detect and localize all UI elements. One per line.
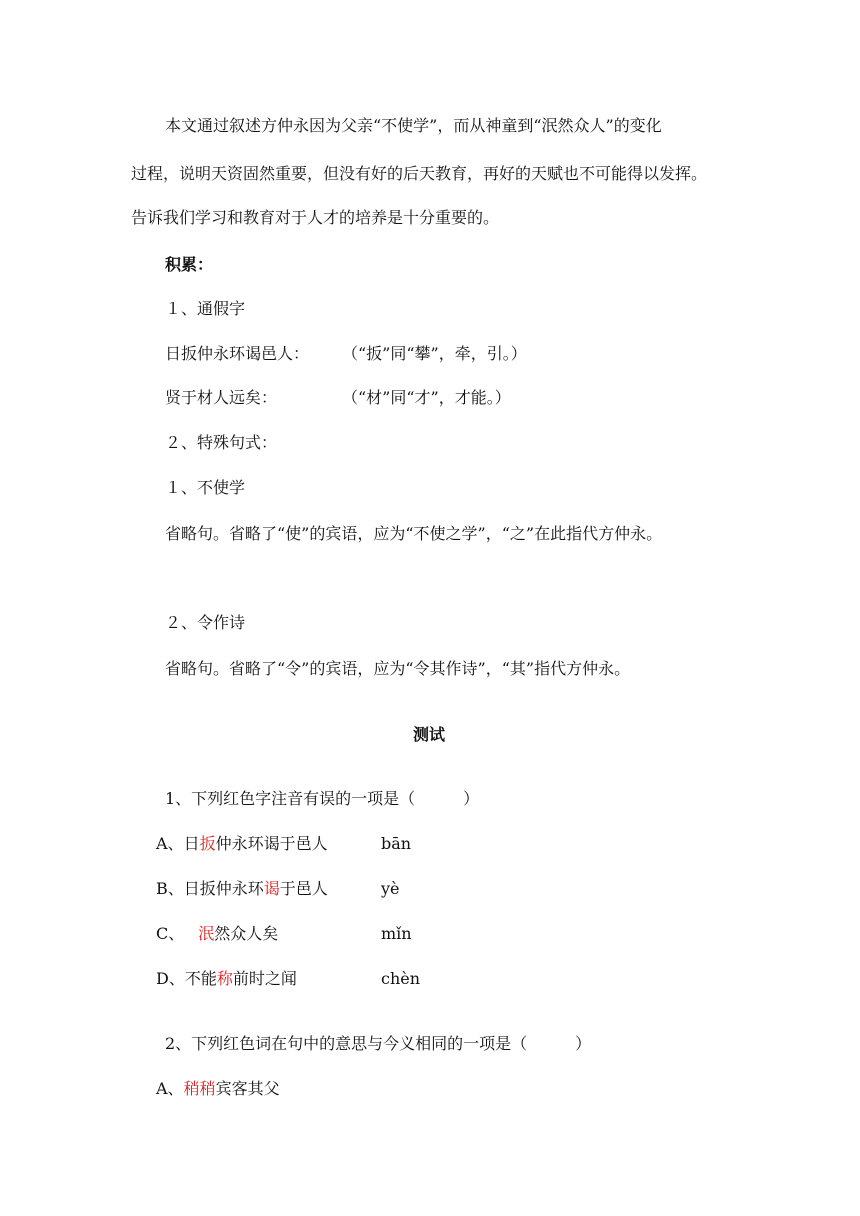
special-item-2-title: ２、令作诗	[165, 613, 246, 632]
special-item-1-title: １、不使学	[165, 478, 246, 497]
highlighted-char: 称	[216, 969, 233, 988]
q1-option-c	[156, 922, 278, 946]
highlighted-char: 泯	[198, 924, 215, 943]
q1-option-a-pinyin: bān	[381, 834, 412, 853]
summary-line-2: 过程，说明天资固然重要，但没有好的后天教育，再好的天赋也不可能得以发挥。	[131, 164, 708, 183]
q1-option-b	[156, 877, 328, 901]
tongjia-sentence-2: 贤于材人远矣：	[165, 388, 278, 407]
summary-line-1: 本文通过叙述方仲永因为父亲“不使学”，而从神童到“泯然众人”的变化	[165, 116, 662, 135]
q1-option-d-pinyin: chèn	[381, 969, 421, 988]
option-text: 然众人矣	[214, 924, 279, 943]
tongjia-sentence-1: 日扳仲永环谒邑人：	[165, 344, 310, 363]
highlighted-char: 扳	[199, 834, 216, 853]
option-label: A、	[156, 1079, 184, 1098]
test-heading: 测试	[413, 725, 446, 744]
q1-option-b-pinyin: yè	[381, 879, 400, 898]
special-item-1-explanation: 省略句。省略了“使”的宾语，应为“不使之学”，“之”在此指代方仲永。	[165, 524, 663, 543]
tongjia-note-2: （“材”同“才”，才能。）	[342, 388, 511, 407]
accumulation-heading: 积累：	[165, 255, 214, 274]
q1-stem: 1、下列红色字注音有误的一项是（ ）	[165, 789, 480, 808]
q1-option-c-pinyin: mǐn	[381, 924, 412, 943]
option-label: A、	[156, 834, 184, 853]
option-text: 仲永环谒于邑人	[215, 834, 328, 853]
special-item-2-explanation: 省略句。省略了“令”的宾语，应为“令其作诗”，“其”指代方仲永。	[165, 659, 631, 678]
q1-option-a	[156, 832, 328, 856]
option-label: C、	[156, 924, 185, 943]
q2-option-a	[156, 1077, 280, 1101]
summary-line-3: 告诉我们学习和教育对于人才的培养是十分重要的。	[131, 208, 500, 227]
tongjia-title: １、通假字	[165, 299, 246, 318]
option-text: 前时之闻	[232, 969, 297, 988]
option-text: 宾客其父	[215, 1079, 280, 1098]
highlighted-char: 谒	[263, 879, 280, 898]
q2-stem: 2、下列红色词在句中的意思与今义相同的一项是（ ）	[165, 1034, 592, 1053]
tongjia-note-1: （“扳”同“攀”，牵，引。）	[342, 344, 527, 363]
option-text: 日扳仲永环	[183, 879, 264, 898]
option-label: B、	[156, 879, 184, 898]
option-label: D、	[156, 969, 185, 988]
option-text: 不能	[184, 969, 217, 988]
option-text: 日	[183, 834, 200, 853]
highlighted-word: 稍稍	[183, 1079, 216, 1098]
q1-option-d	[156, 967, 297, 991]
special-title: ２、特殊句式：	[165, 433, 278, 452]
option-text: 于邑人	[279, 879, 328, 898]
